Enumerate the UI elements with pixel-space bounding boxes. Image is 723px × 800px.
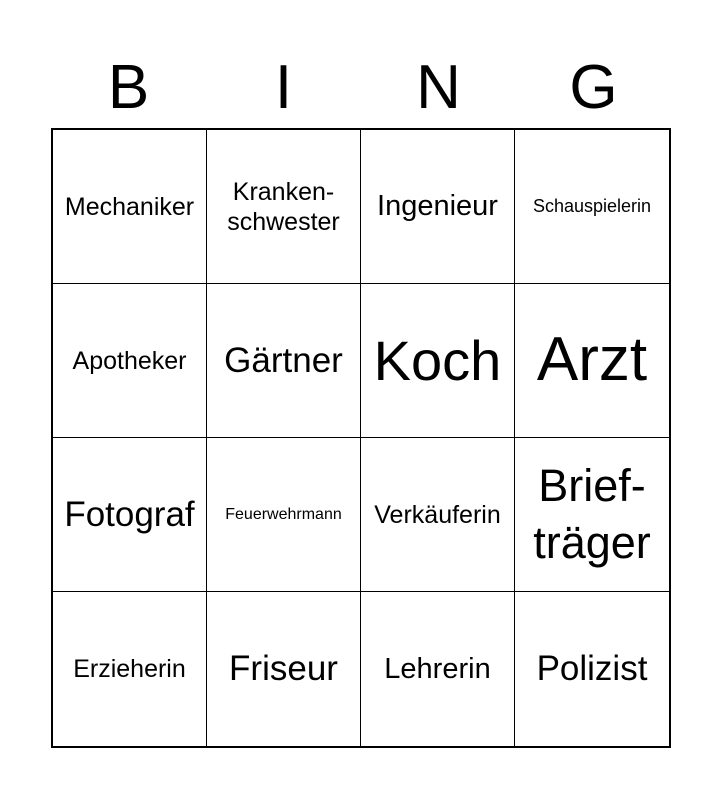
cell-text: Arzt bbox=[536, 325, 648, 395]
bingo-cell[interactable] bbox=[207, 438, 361, 592]
bingo-header bbox=[51, 52, 671, 124]
cell-text: Polizist bbox=[536, 649, 648, 688]
cell-text: Feuerwehrmann bbox=[225, 505, 342, 523]
cell-text: Ingenieur bbox=[377, 190, 498, 223]
bingo-cell[interactable] bbox=[361, 592, 515, 746]
bingo-cell[interactable] bbox=[53, 592, 207, 746]
cell-text: Friseur bbox=[229, 649, 338, 688]
bingo-cell[interactable] bbox=[207, 284, 361, 438]
bingo-cell[interactable] bbox=[53, 130, 207, 284]
bingo-cell[interactable] bbox=[515, 438, 669, 592]
cell-text: Fotograf bbox=[64, 494, 195, 534]
bingo-cell[interactable] bbox=[515, 284, 669, 438]
header-letter-g: G bbox=[569, 53, 618, 122]
header-letter-i: I bbox=[274, 53, 293, 122]
cell-text: Gärtner bbox=[224, 340, 343, 380]
bingo-cell[interactable] bbox=[361, 284, 515, 438]
bingo-cell[interactable] bbox=[53, 438, 207, 592]
bingo-cell[interactable] bbox=[361, 130, 515, 284]
bingo-grid bbox=[51, 128, 671, 748]
header-letter-b: B bbox=[107, 53, 150, 122]
cell-text: Kranken- schwester bbox=[227, 177, 340, 236]
cell-text: Schauspielerin bbox=[532, 195, 652, 216]
cell-text: Apotheker bbox=[72, 346, 187, 375]
bingo-cell[interactable] bbox=[53, 284, 207, 438]
bingo-cell[interactable] bbox=[515, 592, 669, 746]
cell-text: Verkäuferin bbox=[374, 500, 501, 529]
cell-text: Brief- träger bbox=[533, 460, 651, 568]
cell-text: Lehrerin bbox=[384, 652, 491, 685]
bingo-cell[interactable] bbox=[207, 130, 361, 284]
bingo-cell[interactable] bbox=[207, 592, 361, 746]
cell-text: Erzieherin bbox=[73, 655, 186, 683]
cell-text: Koch bbox=[373, 328, 502, 392]
cell-text: Mechaniker bbox=[64, 192, 195, 221]
bingo-cell[interactable] bbox=[361, 438, 515, 592]
header-letter-n: N bbox=[416, 53, 461, 122]
bingo-cell[interactable] bbox=[515, 130, 669, 284]
